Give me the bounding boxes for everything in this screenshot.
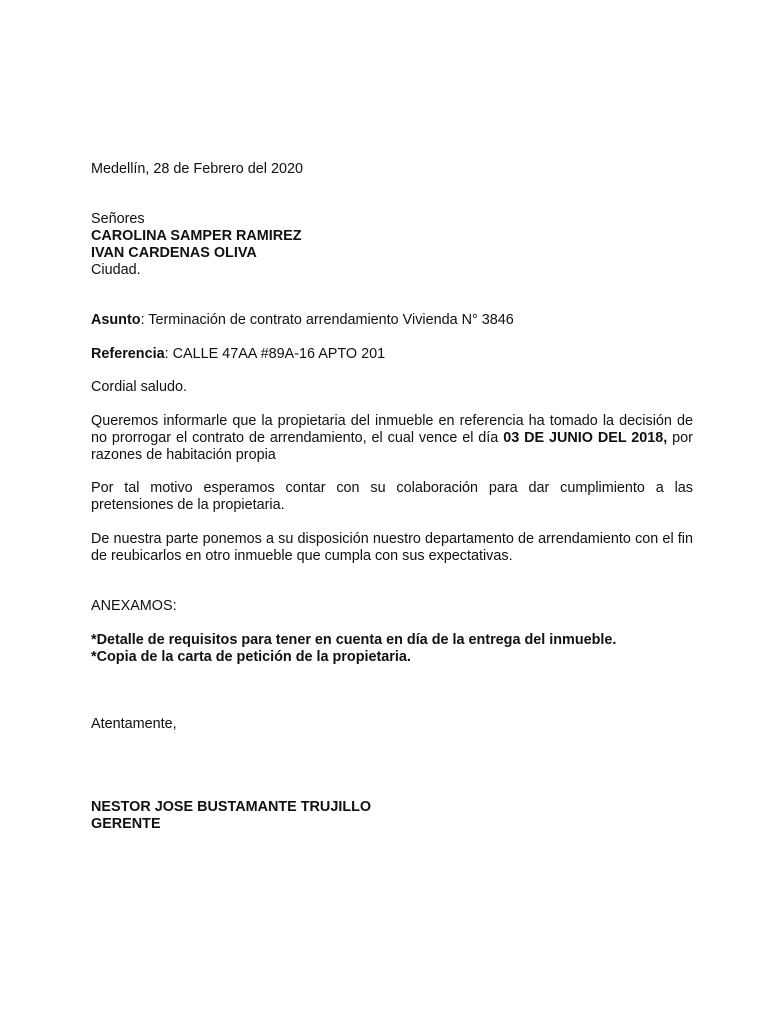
reference-text: : CALLE 47AA #89A-16 APTO 201 bbox=[164, 346, 386, 362]
recipient-city: Ciudad. bbox=[91, 262, 141, 278]
signature-name: NESTOR JOSE BUSTAMANTE TRUJILLO bbox=[91, 799, 372, 815]
subject-text: : Terminación de contrato arrendamiento Vivienda N° 3846 bbox=[140, 312, 514, 328]
annex-heading: ANEXAMOS: bbox=[91, 598, 177, 614]
paragraph-1-date: 03 DE JUNIO DEL 2018, bbox=[503, 430, 668, 446]
subject-label: Asunto bbox=[91, 312, 141, 328]
paragraph-1-text-before: Queremos informarle que la propietaria del inmueble en referencia ha tomado la decisión de no prorrogar el contrato de arrendamiento, el cual vence el día bbox=[91, 413, 693, 446]
annex-item-2: *Copia de la carta de petición de la propietaria. bbox=[91, 649, 411, 665]
paragraph-2: Por tal motivo esperamos contar con su colaboración para dar cumplimiento a las pretensiones de la propietaria. bbox=[91, 480, 693, 513]
recipient-name-1: CAROLINA SAMPER RAMIREZ bbox=[91, 228, 302, 244]
recipient-salutation-title: Señores bbox=[91, 211, 145, 227]
signature-block bbox=[91, 799, 693, 833]
greeting: Cordial saludo. bbox=[91, 379, 187, 395]
recipient-block bbox=[91, 211, 693, 279]
place-date: Medellín, 28 de Febrero del 2020 bbox=[91, 161, 304, 177]
paragraph-1 bbox=[91, 413, 693, 464]
reference-label: Referencia bbox=[91, 346, 165, 362]
signature-position: GERENTE bbox=[91, 816, 161, 832]
annex-list bbox=[91, 632, 693, 666]
paragraph-3: De nuestra parte ponemos a su disposición nuestro departamento de arrendamiento con el fin de reubicarlos en otro inmueble que cumpla con sus expectativas. bbox=[91, 531, 693, 564]
recipient-name-2: IVAN CARDENAS OLIVA bbox=[91, 245, 257, 261]
subject-line bbox=[91, 312, 693, 329]
reference-line bbox=[91, 346, 693, 363]
annex-item-1: *Detalle de requisitos para tener en cuenta en día de la entrega del inmueble. bbox=[91, 632, 617, 648]
closing: Atentamente, bbox=[91, 716, 177, 732]
paragraph-1-text-after: por razones de habitación propia bbox=[91, 430, 693, 463]
